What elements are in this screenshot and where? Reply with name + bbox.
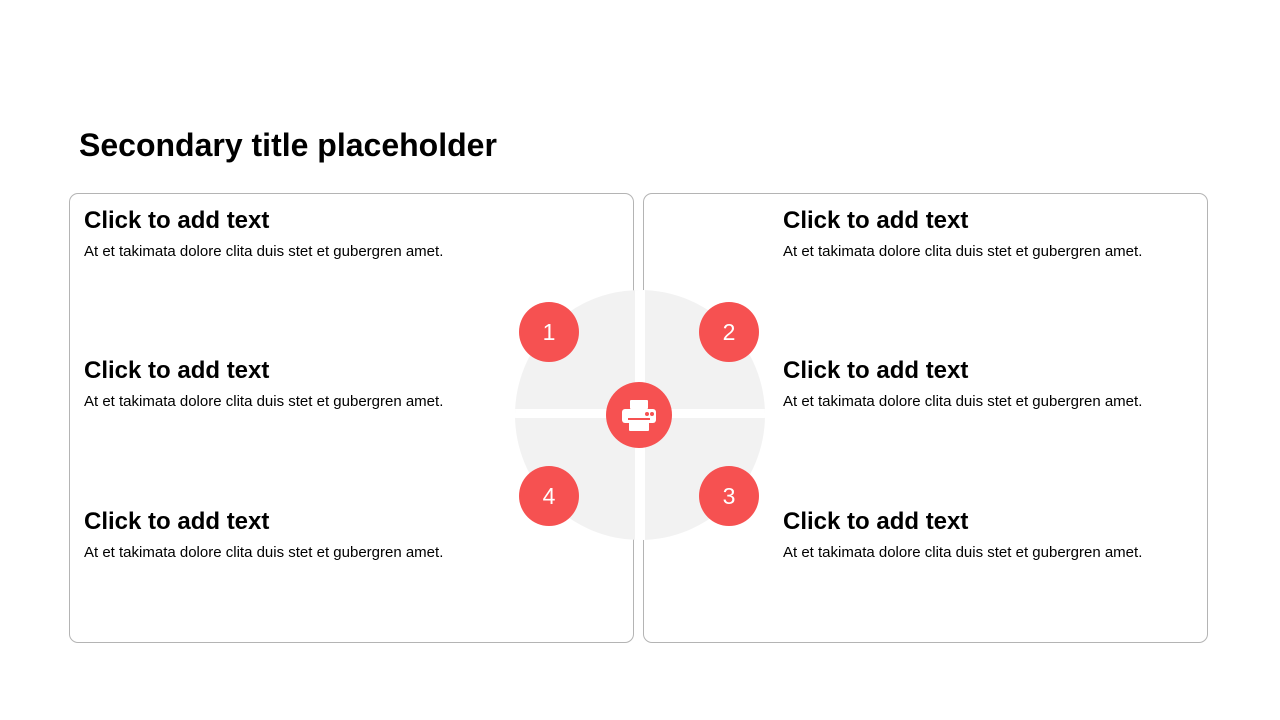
text-block-body[interactable]: At et takimata dolore clita duis stet et gubergren amet. [783,393,1143,410]
slide-title[interactable]: Secondary title placeholder [79,127,497,163]
text-block-6[interactable] [783,356,1223,412]
text-block-3[interactable] [783,507,1223,563]
printer-icon [620,396,658,434]
text-block-5[interactable] [84,356,524,412]
text-block-body[interactable]: At et takimata dolore clita duis stet et gubergren amet. [84,243,444,260]
text-block-4[interactable] [84,507,524,563]
text-block-body[interactable]: At et takimata dolore clita duis stet et gubergren amet. [783,544,1143,561]
text-block-2[interactable] [783,206,1223,262]
text-block-heading[interactable]: Click to add text [84,357,270,384]
text-block-body[interactable]: At et takimata dolore clita duis stet et gubergren amet. [783,243,1143,260]
number-badge-1: 1 [519,302,579,362]
text-block-heading[interactable]: Click to add text [783,508,969,535]
text-block-heading[interactable]: Click to add text [783,207,969,234]
text-block-heading[interactable]: Click to add text [84,508,270,535]
text-block-body[interactable]: At et takimata dolore clita duis stet et gubergren amet. [84,544,444,561]
number-badge-4: 4 [519,466,579,526]
number-badge-2: 2 [699,302,759,362]
text-block-heading[interactable]: Click to add text [783,357,969,384]
text-block-heading[interactable]: Click to add text [84,207,270,234]
center-badge [606,382,672,448]
number-badge-3: 3 [699,466,759,526]
text-block-1[interactable] [84,206,524,262]
text-block-body[interactable]: At et takimata dolore clita duis stet et gubergren amet. [84,393,444,410]
